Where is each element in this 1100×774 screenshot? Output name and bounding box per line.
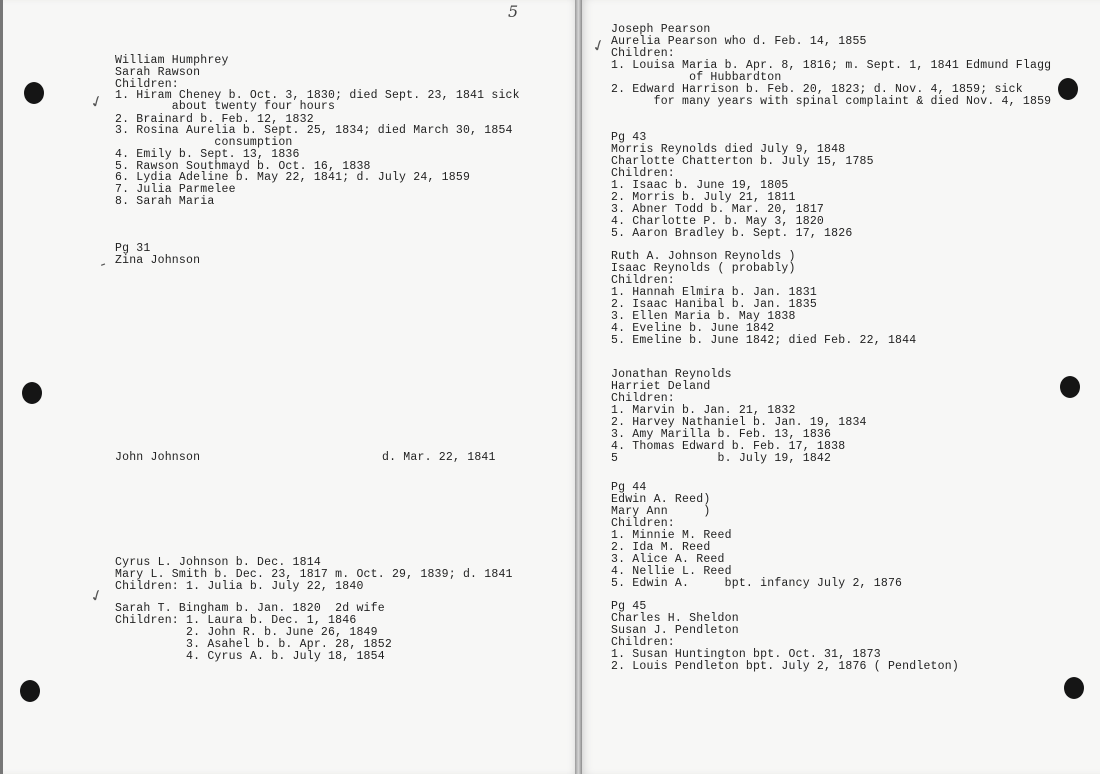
left-line: Mary L. Smith b. Dec. 23, 1817 m. Oct. 29, 1839; d. 1841 [115, 568, 513, 581]
left-line: William Humphrey [115, 54, 229, 67]
right-line: 1. Isaac b. June 19, 1805 [611, 179, 789, 192]
right-line: 4. Thomas Edward b. Feb. 17, 1838 [611, 440, 846, 453]
right-line: 2. Edward Harrison b. Feb. 20, 1823; d. Nov. 4, 1859; sick [611, 83, 1023, 96]
left-line: 6. Lydia Adeline b. May 22, 1841; d. July 24, 1859 [115, 171, 471, 184]
left-line: 2. Brainard b. Feb. 12, 1832 [115, 113, 314, 126]
right-line: Charlotte Chatterton b. July 15, 1785 [611, 155, 874, 168]
left-line: 4. Cyrus A. b. July 18, 1854 [115, 650, 385, 663]
check-mark-icon: ✓ [87, 584, 107, 607]
check-mark-icon: ✓ [87, 90, 107, 113]
left-line: Sarah Rawson [115, 66, 201, 79]
left-line: 5. Rawson Southmayd b. Oct. 16, 1838 [115, 160, 371, 173]
right-line: 4. Charlotte P. b. May 3, 1820 [611, 215, 825, 228]
left-line: Children: 1. Julia b. July 22, 1840 [115, 580, 364, 593]
right-line: 1. Marvin b. Jan. 21, 1832 [611, 404, 796, 417]
right-line: Children: [611, 167, 675, 180]
right-line: 2. Louis Pendleton bpt. July 2, 1876 ( Pendleton) [611, 660, 959, 673]
check-mark-icon: - [96, 253, 109, 274]
left-line: 8. Sarah Maria [115, 195, 215, 208]
right-line: Ruth A. Johnson Reynolds ) [611, 250, 796, 263]
right-line: 2. Harvey Nathaniel b. Jan. 19, 1834 [611, 416, 867, 429]
left-line: Zina Johnson [115, 254, 201, 267]
page-number: 5 [508, 2, 519, 21]
right-line: 4. Nellie L. Reed [611, 565, 732, 578]
punch-hole [1058, 78, 1078, 100]
right-line: 3. Amy Marilla b. Feb. 13, 1836 [611, 428, 832, 441]
right-line: for many years with spinal complaint & died Nov. 4, 1859 [611, 95, 1052, 108]
right-line: Charles H. Sheldon [611, 612, 739, 625]
right-line: Aurelia Pearson who d. Feb. 14, 1855 [611, 35, 867, 48]
right-line: Joseph Pearson [611, 23, 711, 36]
left-line: 1. Hiram Cheney b. Oct. 3, 1830; died Sept. 23, 1841 sick [115, 89, 520, 102]
right-line: Pg 43 [611, 131, 647, 144]
left-line: Sarah T. Bingham b. Jan. 1820 2d wife [115, 602, 385, 615]
page-edge [0, 0, 3, 774]
right-line: Pg 44 [611, 481, 647, 494]
left-line: 7. Julia Parmelee [115, 183, 236, 196]
left-line: Cyrus L. Johnson b. Dec. 1814 [115, 556, 321, 569]
right-line: Children: [611, 636, 675, 649]
punch-hole [24, 82, 44, 104]
left-line: 3. Rosina Aurelia b. Sept. 25, 1834; died March 30, 1854 [115, 124, 513, 137]
left-line: about twenty four hours [115, 100, 336, 113]
right-line: Mary Ann ) [611, 505, 711, 518]
right-line: 3. Alice A. Reed [611, 553, 725, 566]
left-line: Children: [115, 78, 179, 91]
right-line: 2. Isaac Hanibal b. Jan. 1835 [611, 298, 817, 311]
right-line: 2. Morris b. July 21, 1811 [611, 191, 796, 204]
right-line: Jonathan Reynolds [611, 368, 732, 381]
right-line: Harriet Deland [611, 380, 711, 393]
right-line: Edwin A. Reed) [611, 493, 711, 506]
left-line: 4. Emily b. Sept. 13, 1836 [115, 148, 300, 161]
left-line: consumption [115, 136, 293, 149]
right-line: Children: [611, 392, 675, 405]
right-line: 5. Emeline b. June 1842; died Feb. 22, 1844 [611, 334, 917, 347]
left-line: Pg 31 [115, 242, 151, 255]
right-line: Children: [611, 47, 675, 60]
right-line: 3. Ellen Maria b. May 1838 [611, 310, 796, 323]
right-line: 5. Edwin A. bpt. infancy July 2, 1876 [611, 577, 903, 590]
left-line: 3. Asahel b. b. Apr. 28, 1852 [115, 638, 392, 651]
right-line: 5 b. July 19, 1842 [611, 452, 832, 465]
right-line: Isaac Reynolds ( probably) [611, 262, 796, 275]
book-gutter [575, 0, 582, 774]
punch-hole [20, 680, 40, 702]
right-line: Children: [611, 517, 675, 530]
right-line: 1. Susan Huntington bpt. Oct. 31, 1873 [611, 648, 881, 661]
right-line: Morris Reynolds died July 9, 1848 [611, 143, 846, 156]
left-line: Children: 1. Laura b. Dec. 1, 1846 [115, 614, 357, 627]
right-line: Susan J. Pendleton [611, 624, 739, 637]
right-line: 1. Louisa Maria b. Apr. 8, 1816; m. Sept. 1, 1841 Edmund Flagg [611, 59, 1052, 72]
punch-hole [1064, 677, 1084, 699]
right-line: of Hubbardton [611, 71, 782, 84]
right-line: 1. Minnie M. Reed [611, 529, 732, 542]
left-line: John Johnson [115, 451, 201, 464]
right-line: 4. Eveline b. June 1842 [611, 322, 775, 335]
punch-hole [22, 382, 42, 404]
right-line: Children: [611, 274, 675, 287]
right-line: 5. Aaron Bradley b. Sept. 17, 1826 [611, 227, 853, 240]
right-line: 3. Abner Todd b. Mar. 20, 1817 [611, 203, 825, 216]
punch-hole [1060, 376, 1080, 398]
left-line: 2. John R. b. June 26, 1849 [115, 626, 378, 639]
check-mark-icon: ✓ [589, 34, 609, 57]
left-line: d. Mar. 22, 1841 [382, 451, 496, 464]
right-line: Pg 45 [611, 600, 647, 613]
right-line: 2. Ida M. Reed [611, 541, 711, 554]
right-line: 1. Hannah Elmira b. Jan. 1831 [611, 286, 817, 299]
